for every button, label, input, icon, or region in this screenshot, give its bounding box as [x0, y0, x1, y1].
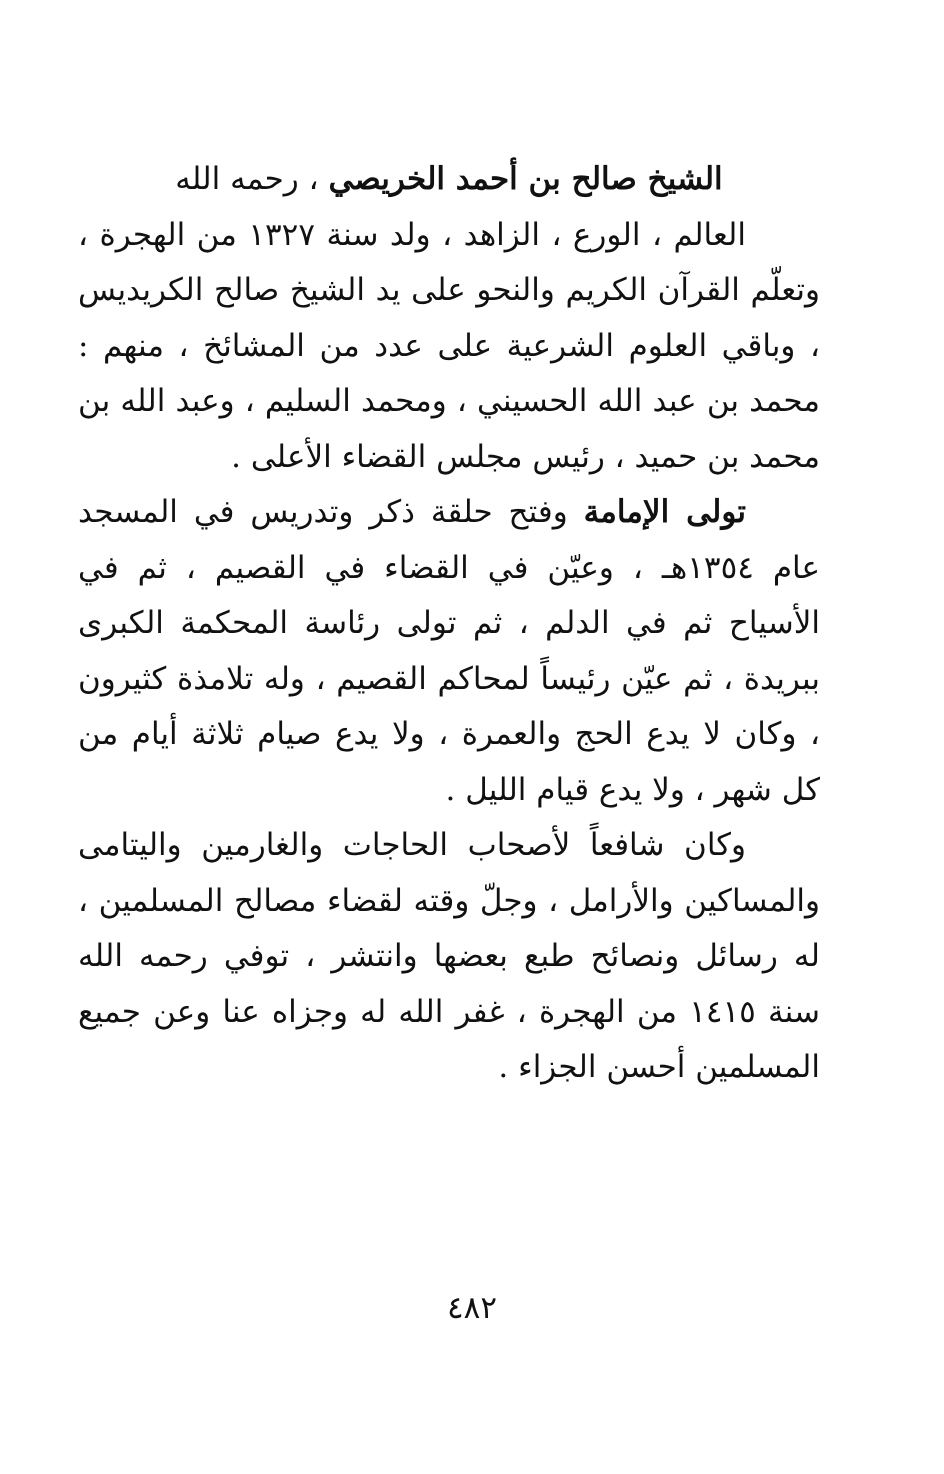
paragraph-2-heading: تولى الإمامة	[583, 494, 746, 530]
page-number: ٤٨٢	[447, 1290, 497, 1326]
biography-text	[78, 152, 820, 1096]
paragraph-3-text: وكان شافعاً لأصحاب الحاجات والغارمين واليتامى والمساكين والأرامل ، وجلّ وقته لقضاء مصالح المسلمين ، له رسائل ونصائح طبع بعضها وانتشر ، توفي رحمه الله سنة ١٤١٥ من الهجرة ، غفر الله له وجزاه عنا وعن جميع المسلمين أحسن الجزاء .	[78, 827, 820, 1085]
paragraph-3	[78, 818, 820, 1096]
paragraph-2	[78, 485, 820, 818]
paragraph-1	[78, 208, 820, 486]
paragraph-2-text: وفتح حلقة ذكر وتدريس في المسجد عام ١٣٥٤هـ ، وعيّن في القضاء في القصيم ، ثم في الأسياح ثم في الدلم ، ثم تولى رئاسة المحكمة الكبرى ببريدة ، ثم عيّن رئيساً لمحاكم القصيم ، وله تلامذة كثيرون ، وكان لا يدع الحج والعمرة ، ولا يدع صيام ثلاثة أيام من كل شهر ، ولا يدع قيام الليل .	[78, 494, 821, 808]
biography-title	[78, 152, 820, 208]
biography-title-suffix: ، رحمه الله	[175, 161, 329, 197]
paragraph-1-text: العالم ، الورع ، الزاهد ، ولد سنة ١٣٢٧ من الهجرة ، وتعلّم القرآن الكريم والنحو على يد الشيخ صالح الكريديس ، وباقي العلوم الشرعية على عدد من المشائخ ، منهم : محمد بن عبد الله الحسيني ، ومحمد السليم ، وعبد الله بن محمد بن حميد ، رئيس مجلس القضاء الأعلى .	[78, 216, 820, 475]
biography-name: الشيخ صالح بن أحمد الخريصي	[328, 161, 723, 197]
